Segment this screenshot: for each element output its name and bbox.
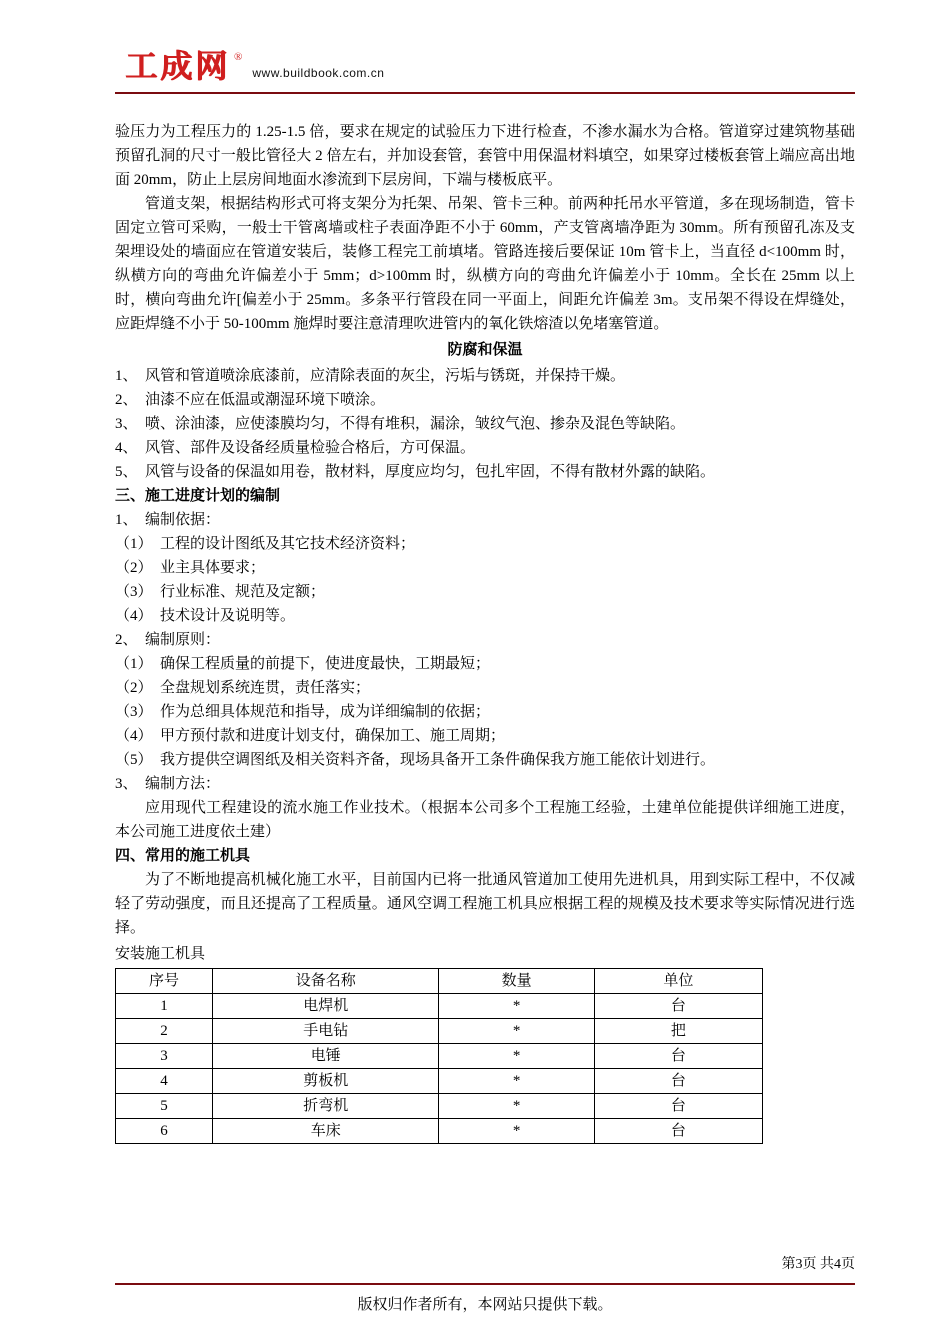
list-line: 1、 风管和管道喷涂底漆前，应清除表面的灰尘，污垢与锈斑，并保持干燥。: [115, 368, 626, 384]
table-header-cell: 数量: [439, 969, 594, 994]
list-line: 3、 编制方法：: [115, 776, 221, 792]
table-cell: 把: [594, 1019, 762, 1044]
list-line: （4） 技术设计及说明等。: [115, 608, 296, 624]
list-line: 2、 编制原则：: [115, 632, 221, 648]
list-line: （3） 行业标准、规范及定额；: [115, 584, 326, 600]
paragraph-test-pressure: 验压力为工程压力的 1.25-1.5 倍，要求在规定的试验压力下进行检查，不渗水漏水为合格。管道穿过建筑物基础预留孔洞的尺寸一般比管径大 2 倍左右，并加设套管，套管中用保温材料填空，如果穿过楼板套管上端应高出地面 20mm，防止上层房间地面水渗流到下层房间，下端与楼板底平。: [115, 124, 855, 188]
table-cell: 台: [594, 1044, 762, 1069]
page-header: [0, 0, 950, 94]
table-cell: 台: [594, 1119, 762, 1144]
section-heading-tools: 四、常用的施工机具: [115, 848, 251, 864]
table-cell: 6: [116, 1119, 213, 1144]
table-row: [116, 1119, 763, 1144]
table-cell: 1: [116, 994, 213, 1019]
list-line: （4） 甲方预付款和进度计划支付，确保加工、施工周期；: [115, 728, 506, 744]
list-line: 3、 喷、涂油漆，应使漆膜均匀，不得有堆积，漏涂，皱纹气泡、掺杂及混色等缺陷。: [115, 416, 686, 432]
table-caption: 安装施工机具: [115, 946, 206, 962]
registered-mark-icon: ®: [234, 51, 243, 63]
page-footer: [0, 1253, 950, 1344]
list-line: （1） 确保工程质量的前提下，使进度最快，工期最短；: [115, 656, 491, 672]
page-number: 第3页 共4页: [781, 1257, 855, 1272]
list-line: （3） 作为总细具体规范和指导，成为详细编制的依据；: [115, 704, 491, 720]
table-header-cell: 序号: [116, 969, 213, 994]
logo: 工成网: [125, 48, 231, 84]
table-cell: 台: [594, 1094, 762, 1119]
table-cell: 2: [116, 1019, 213, 1044]
table-header-cell: 单位: [594, 969, 762, 994]
table-cell: *: [439, 1094, 594, 1119]
list-line: （2） 业主具体要求；: [115, 560, 266, 576]
table-row: [116, 1019, 763, 1044]
table-header-cell: 设备名称: [213, 969, 439, 994]
table-row: [116, 994, 763, 1019]
table-row: [116, 1069, 763, 1094]
table-cell: 台: [594, 994, 762, 1019]
table-cell: 手电钻: [213, 1019, 439, 1044]
site-url: www.buildbook.com.cn: [252, 66, 385, 80]
list-line: 2、 油漆不应在低温或潮湿环境下喷涂。: [115, 392, 386, 408]
table-cell: *: [439, 1044, 594, 1069]
list-line: （5） 我方提供空调图纸及相关资料齐备，现场具备开工条件确保我方施工能依计划进行。: [115, 752, 716, 768]
tools-table: [115, 968, 763, 1144]
paragraph-method: 应用现代工程建设的流水施工作业技术。（根据本公司多个工程施工经验，土建单位能提供详细施工进度，本公司施工进度依土建）: [115, 800, 855, 840]
copyright-notice: 版权归作者所有，本网站只提供下载。: [357, 1297, 613, 1313]
table-cell: 车床: [213, 1119, 439, 1144]
table-cell: 折弯机: [213, 1094, 439, 1119]
table-cell: *: [439, 1069, 594, 1094]
paragraph-tools-intro: 为了不断地提高机械化施工水平，目前国内已将一批通风管道加工使用先进机具，用到实际工程中，不仅减轻了劳动强度，而且还提高了工程质量。通风空调工程施工机具应根据工程的规模及技术要求等实际情况进行选择。: [115, 872, 855, 936]
paragraph-pipe-support: 管道支架，根据结构形式可将支架分为托架、吊架、管卡三种。前两种托吊水平管道，多在现场制造，管卡固定立管可采购，一般士干管离墙或柱子表面净距不小于 60mm，产支管离墙净距为 30mm。所有预留孔冻及支架埋设处的墙面应在管道安装后，装修工程完工前填堵。管路连接后要保证 10m 管卡上，当直径 d<100mm 时，纵横方向的弯曲允许偏差小于 5mm；d>100mm 时，纵横方向的弯曲允许偏差小于 10mm。全长在 25mm 以上时，横向弯曲允许[偏差小于 25mm。多条平行管段在同一平面上，间距允许偏差 3m。支吊架不得设在焊缝处，应距焊缝不小于 50-100mm 施焊时要注意清理吹进管内的氧化铁熔渣以免堵塞管道。: [115, 196, 855, 332]
list-line: （2） 全盘规划系统连贯，责任落实；: [115, 680, 371, 696]
table-cell: 5: [116, 1094, 213, 1119]
table-cell: *: [439, 1019, 594, 1044]
table-row: [116, 1094, 763, 1119]
table-row: [116, 1044, 763, 1069]
footer-rule: [115, 1283, 855, 1285]
table-cell: 电焊机: [213, 994, 439, 1019]
section-heading-schedule: 三、施工进度计划的编制: [115, 488, 281, 504]
table-header-row: [116, 969, 763, 994]
section-heading-anticorrosion: 防腐和保温: [447, 342, 523, 358]
table-cell: 3: [116, 1044, 213, 1069]
document-body: [0, 94, 950, 1144]
table-cell: *: [439, 994, 594, 1019]
list-line: 1、 编制依据：: [115, 512, 221, 528]
logo-block: [115, 50, 855, 82]
table-cell: *: [439, 1119, 594, 1144]
table-cell: 4: [116, 1069, 213, 1094]
table-cell: 电锤: [213, 1044, 439, 1069]
table-cell: 剪板机: [213, 1069, 439, 1094]
list-line: 4、 风管、部件及设备经质量检验合格后，方可保温。: [115, 440, 476, 456]
table-cell: 台: [594, 1069, 762, 1094]
list-line: （1） 工程的设计图纸及其它技术经济资料；: [115, 536, 416, 552]
list-line: 5、 风管与设备的保温如用卷，散材料，厚度应均匀，包扎牢固，不得有散材外露的缺陷。: [115, 464, 716, 480]
